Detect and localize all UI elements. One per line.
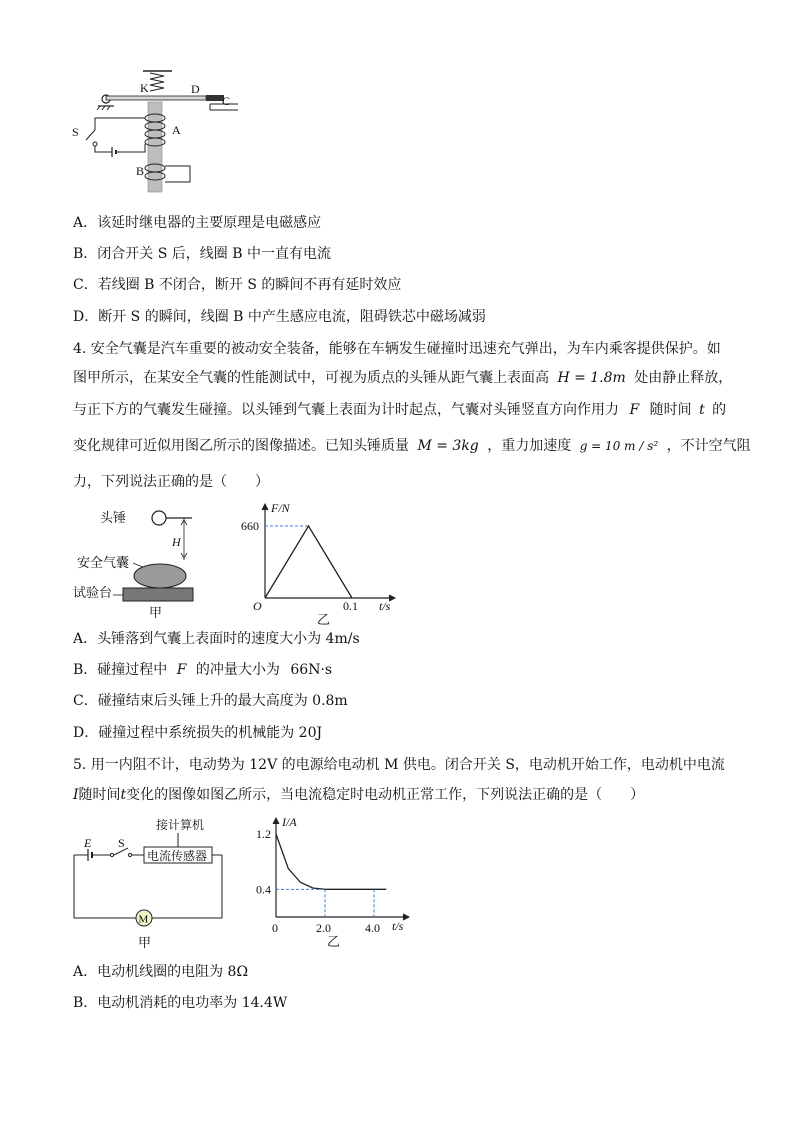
ytick-1.2: 1.2 xyxy=(256,827,271,841)
caption-jia-5: 甲 xyxy=(138,935,152,950)
label-S5: S xyxy=(118,836,125,850)
x-axis-label: t/s xyxy=(392,919,404,933)
y-axis-label: I/A xyxy=(282,815,297,829)
label-H: H xyxy=(172,535,181,549)
label-E: E xyxy=(84,836,92,850)
label-B: B xyxy=(136,164,145,178)
caption-yi-5-text: 乙 xyxy=(327,935,341,950)
ytick-0.4: 0.4 xyxy=(256,882,271,897)
label-platform: 试验台 xyxy=(73,585,113,600)
label-airbag: 安全气囊 xyxy=(77,555,130,570)
xtick-0: 0 xyxy=(272,921,278,935)
q4-line1: 4. 安全气囊是汽车重要的被动安全装备，能够在车辆发生碰撞时迅速充气弹出，为车内乘客提供保护。如 xyxy=(73,341,721,357)
y-axis-label: F/N xyxy=(271,501,290,515)
label-hammer: 头锤 xyxy=(100,510,127,525)
label-D: D xyxy=(191,82,200,96)
caption-yi-4: 乙 xyxy=(317,612,331,627)
label-motor: M xyxy=(138,913,149,926)
q4-chart-yi xyxy=(241,500,405,630)
label-A: A xyxy=(172,123,181,137)
q4-line3: 与正下方的气囊发生碰撞。以头锤到气囊上表面为计时起点，气囊对头锤竖直方向作用力 F 随时间 t 的 xyxy=(73,402,727,418)
origin-label: O xyxy=(253,599,262,613)
x-axis-label: t/s xyxy=(379,599,391,613)
q3-option-b: B．闭合开关 S 后，线圈 B 中一直有电流 xyxy=(73,246,331,262)
label-K: K xyxy=(140,81,149,95)
relay-figure xyxy=(60,62,260,202)
xtick-4.0: 4.0 xyxy=(365,921,380,935)
q4-option-a: A．头锤落到气囊上表面时的速度大小为 4m/s xyxy=(73,631,360,647)
end-tick-label: 0.1 xyxy=(343,599,358,613)
q5-line1: 5. 用一内阻不计，电动势为 12V 的电源给电动机 M 供电。闭合开关 S，电动机开始工作，电动机中电流 xyxy=(73,757,725,773)
q3-option-d: D．断开 S 的瞬间，线圈 B 中产生感应电流，阻碍铁芯中磁场减弱 xyxy=(73,309,486,325)
q4-option-b: B．碰撞过程中 F 的冲量大小为 66N·s xyxy=(73,662,333,678)
q5-figure-jia xyxy=(68,815,228,955)
q3-option-c: C．若线圈 B 不闭合，断开 S 的瞬间不再有延时效应 xyxy=(73,277,402,293)
force-curve xyxy=(265,526,352,598)
q4-line5: 力，下列说法正确的是（ ） xyxy=(73,474,269,490)
xtick-2.0: 2.0 xyxy=(316,921,331,935)
label-C: C xyxy=(222,94,231,108)
current-curve xyxy=(276,834,386,889)
q5-line2: I随时间t变化的图像如图乙所示，当电流稳定时电动机正常工作，下列说法正确的是（ ） xyxy=(73,787,645,803)
q4-line4: 变化规律可近似用图乙所示的图像描述。已知头锤质量 M = 3kg ，重力加速度 g = 10 m / s² ，不计空气阻 xyxy=(73,438,751,454)
label-S: S xyxy=(72,125,79,139)
q5-option-b: B．电动机消耗的电功率为 14.4W xyxy=(73,995,288,1011)
q4-option-c: C．碰撞结束后头锤上升的最大高度为 0.8m xyxy=(73,693,348,709)
caption-jia-4: 甲 xyxy=(149,605,163,620)
q4-line2: 图甲所示，在某安全气囊的性能测试中，可视为质点的头锤从距气囊上表面高 H = 1.8m 处由静止释放， xyxy=(73,370,733,386)
q4-math-H: H = 1.8m xyxy=(557,370,626,386)
q5-option-a: A．电动机线圈的电阻为 8Ω xyxy=(73,964,249,980)
label-sensor: 电流传感器 xyxy=(147,849,208,863)
label-computer: 接计算机 xyxy=(156,818,205,832)
q3-option-a: A．该延时继电器的主要原理是电磁感应 xyxy=(73,215,322,231)
q4-option-d: D．碰撞过程中系统损失的机械能为 20J xyxy=(73,725,323,741)
q4-figure-jia xyxy=(73,505,215,620)
peak-tick-label: 660 xyxy=(241,519,259,533)
q5-chart-yi xyxy=(252,812,422,952)
